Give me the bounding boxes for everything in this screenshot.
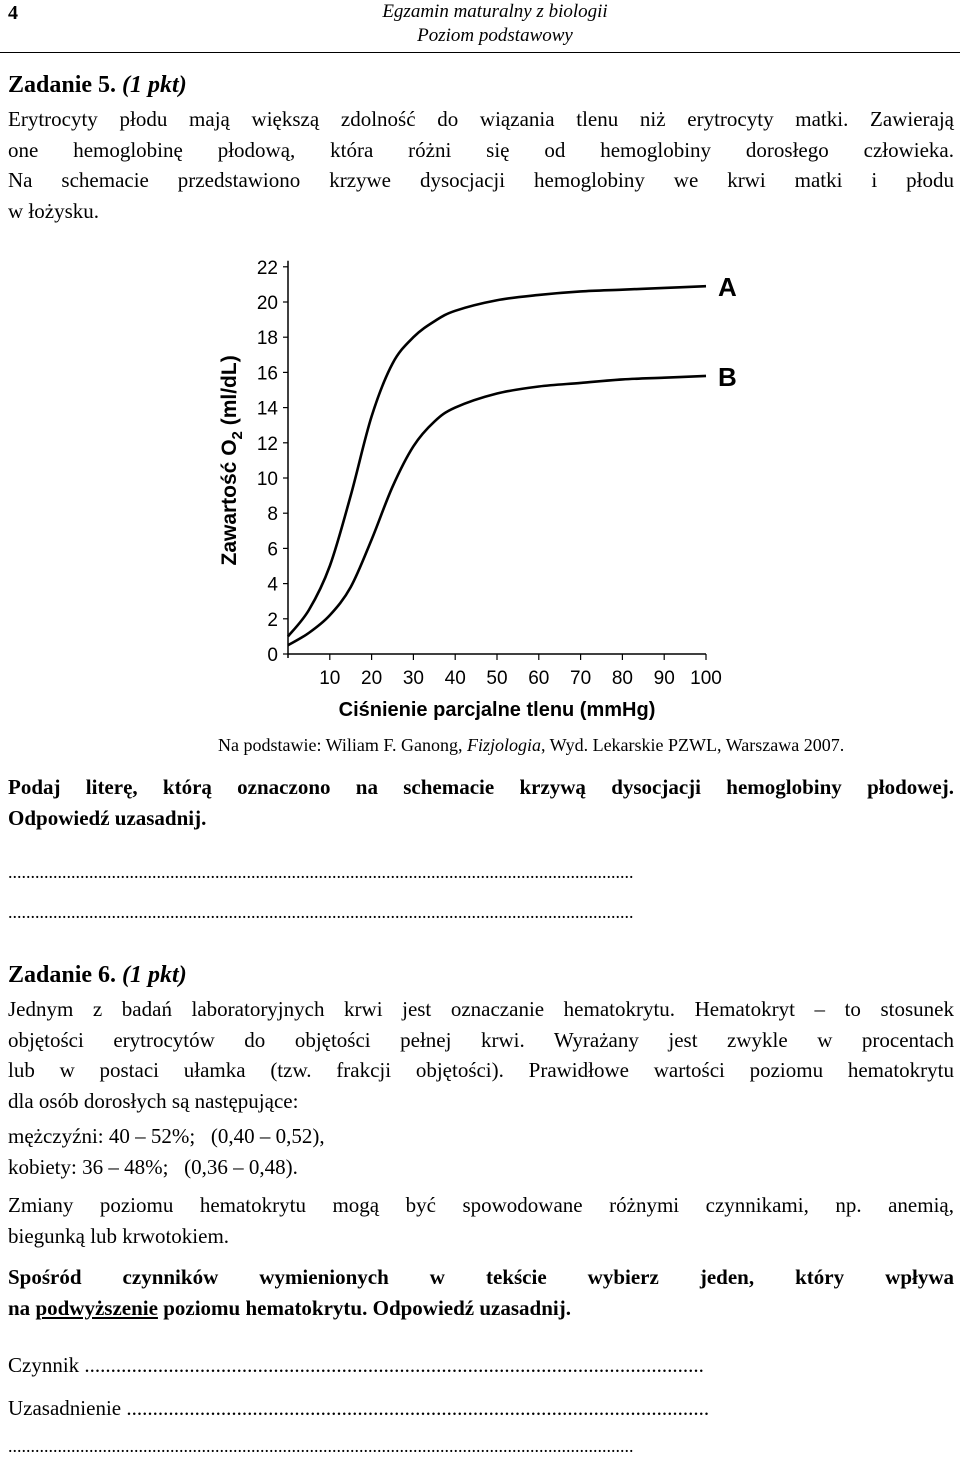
y-tick-label: 2 xyxy=(267,609,278,631)
task5-question xyxy=(8,772,954,833)
x-axis-label: Ciśnienie parcjalne tlenu (mmHg) xyxy=(338,699,656,721)
task6-question-line xyxy=(8,1293,954,1324)
x-tick-label: 50 xyxy=(486,668,508,689)
header-exam-title: Egzamin maturalny z biologii xyxy=(382,1,608,22)
y-tick-label: 6 xyxy=(267,539,278,561)
question-text-a: na xyxy=(8,1295,36,1320)
figure-source xyxy=(218,735,844,756)
hematocrit-men: mężczyźni: 40 – 52%; (0,40 – 0,52), xyxy=(8,1124,325,1148)
task6-title-label: Zadanie 6. xyxy=(8,962,117,988)
task5-points: (1 pkt) xyxy=(122,72,187,98)
x-tick-label: 30 xyxy=(402,668,424,689)
header-rule xyxy=(0,52,960,53)
task5-question-line: Odpowiedź uzasadnij. xyxy=(8,805,207,830)
source-book-title: Fizjologia xyxy=(466,735,541,755)
x-tick-label: 80 xyxy=(611,668,633,689)
x-tick-label: 20 xyxy=(361,668,383,689)
factor-answer-row[interactable] xyxy=(8,1350,954,1381)
task6-points: (1 pkt) xyxy=(122,962,187,988)
x-tick-label: 70 xyxy=(570,668,592,689)
task5-intro-line: one hemoglobinę płodową, która różni się od hemoglobiny dorosłego człowieka. xyxy=(8,137,954,162)
y-tick-label: 8 xyxy=(267,504,278,526)
curve-b xyxy=(288,376,706,645)
hematocrit-women: kobiety: 36 – 48%; (0,36 – 0,48). xyxy=(8,1154,298,1179)
y-tick-label: 10 xyxy=(256,469,278,490)
task6-changes xyxy=(8,1190,954,1251)
task5-answer-line-2[interactable]: ........................................................................................................................................... xyxy=(8,902,634,922)
task6-intro xyxy=(8,994,954,1116)
y-tick-label: 12 xyxy=(256,433,278,455)
factor-label: Czynnik xyxy=(8,1353,85,1377)
task6-changes-line: biegunką lub krwotokiem. xyxy=(8,1223,230,1248)
y-tick-label: 18 xyxy=(256,328,278,350)
curve-label-b: B xyxy=(718,361,737,392)
task6-intro-line: lub w postaci ułamka (tzw. frakcji objętości). Prawidłowe wartości poziomu hematokrytu xyxy=(8,1058,954,1082)
y-tick-label: 4 xyxy=(267,574,278,596)
y-tick-label: 22 xyxy=(256,257,278,279)
task6-intro-line: dla osób dorosłych są następujące: xyxy=(8,1088,299,1113)
question-underlined-word: podwyższenie xyxy=(35,1295,158,1320)
x-tick-label: 60 xyxy=(528,668,550,689)
task5-title xyxy=(8,72,187,99)
task5-question-line: Podaj literę, którą oznaczono na schemacie krzywą dysocjacji hemoglobiny płodowej. xyxy=(8,775,954,799)
justification-label: Uzasadnienie xyxy=(8,1396,127,1420)
task6-title xyxy=(8,962,187,989)
source-suffix: , Wyd. Lekarskie PZWL, Warszawa 2007. xyxy=(540,735,845,755)
page-number: 4 xyxy=(8,2,18,24)
task5-intro-line: Na schemacie przedstawiono krzywe dysocjacji hemoglobiny we krwi matki i płodu xyxy=(8,168,954,192)
y-tick-label: 20 xyxy=(256,293,278,314)
task5-intro-line: w łożysku. xyxy=(8,198,99,223)
task5-intro-line: Erytrocyty płodu mają większą zdolność do wiązania tlenu niż erytrocyty matki. Zawierają xyxy=(8,107,954,131)
y-axis-label: Zawartość $O_2$ (ml/dL) xyxy=(218,355,246,566)
dissociation-curve-chart xyxy=(196,236,766,726)
justification-dots[interactable]: ............................................................................................................... xyxy=(126,1396,710,1420)
y-tick-label: 14 xyxy=(256,398,278,420)
task6-changes-line: Zmiany poziomu hematokrytu mogą być spowodowane różnymi czynnikami, np. anemią, xyxy=(8,1193,954,1217)
task5-title-label: Zadanie 5. xyxy=(8,72,117,98)
task5-intro xyxy=(8,104,954,226)
task6-answer-line-3[interactable]: ........................................................................................................................................... xyxy=(8,1436,634,1456)
justification-answer-row[interactable] xyxy=(8,1393,954,1424)
x-tick-label: 40 xyxy=(444,668,466,689)
curve-a xyxy=(288,286,706,636)
x-tick-label: 90 xyxy=(653,668,675,689)
question-text-b: poziomu hematokrytu. Odpowiedź uzasadnij. xyxy=(157,1295,571,1320)
task6-intro-line: Jednym z badań laboratoryjnych krwi jest oznaczanie hematokrytu. Hematokryt – to stosunek xyxy=(8,997,954,1021)
hematocrit-values xyxy=(8,1121,954,1182)
page-header xyxy=(330,0,660,48)
y-tick-label: 0 xyxy=(267,645,278,666)
x-tick-label: 10 xyxy=(319,668,341,689)
task5-answer-line-1[interactable]: ........................................................................................................................................... xyxy=(8,862,634,882)
x-tick-label: 100 xyxy=(690,668,722,689)
task6-question-line: Spośród czynników wymienionych w tekście wybierz jeden, który wpływa xyxy=(8,1265,954,1289)
source-prefix: Na podstawie: Wiliam F. Ganong, xyxy=(218,735,467,755)
factor-dots[interactable]: ...................................................................................................................... xyxy=(84,1353,704,1377)
task6-intro-line: objętości erytrocytów do objętości pełnej krwi. Wyrażany jest zwykle w procentach xyxy=(8,1027,954,1052)
curve-label-a: A xyxy=(718,272,737,303)
task6-question xyxy=(8,1262,954,1323)
y-tick-label: 16 xyxy=(256,363,278,385)
header-level: Poziom podstawowy xyxy=(417,25,573,46)
